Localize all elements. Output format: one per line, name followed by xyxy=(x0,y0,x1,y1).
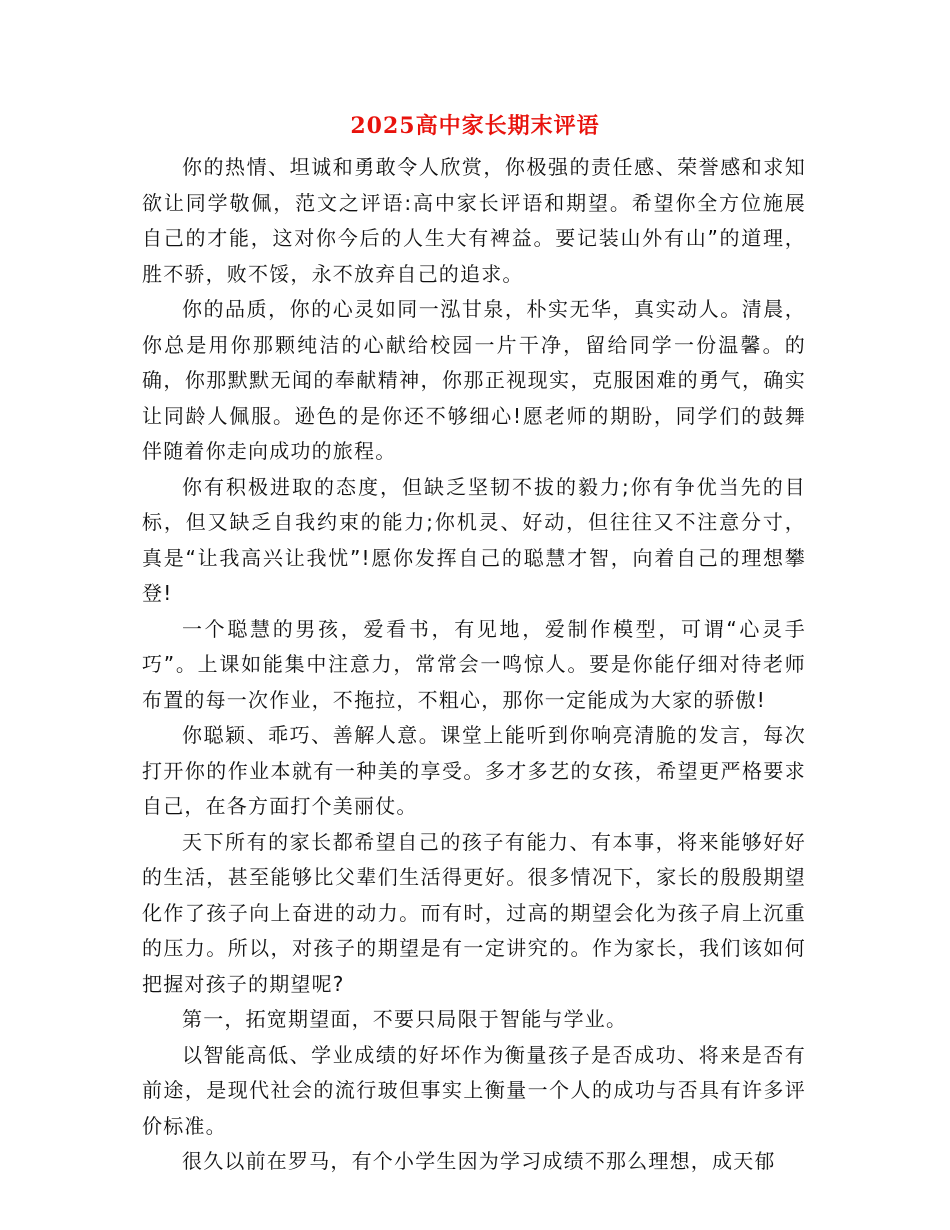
document-title: 2025高中家长期末评语 xyxy=(350,113,600,139)
paragraph: 一个聪慧的男孩，爱看书，有见地，爱制作模型，可谓“心灵手巧”。上课如能集中注意力，常常会一鸣惊人。要是你能仔细对待老师布置的每一次作业，不拖拉，不粗心，那你一定能成为大家的骄傲! xyxy=(142,616,806,712)
paragraph: 以智能高低、学业成绩的好坏作为衡量孩子是否成功、将来是否有前途，是现代社会的流行玻但事实上衡量一个人的成功与否具有许多评价标准。 xyxy=(142,1042,806,1138)
paragraph: 第一，拓宽期望面，不要只局限于智能与学业。 xyxy=(182,1007,628,1031)
paragraph: 你的品质，你的心灵如同一泓甘泉，朴实无华，真实动人。清晨，你总是用你那颗纯洁的心献给校园一片干净，留给同学一份温馨。的确，你那默默无闻的奉献精神，你那正视现实，克服困难的勇气，确实让同龄人佩服。逊色的是你还不够细心!愿老师的期盼，同学们的鼓舞伴随着你走向成功的旅程。 xyxy=(142,297,806,463)
paragraph: 你聪颖、乖巧、善解人意。课堂上能听到你响亮清脆的发言，每次打开你的作业本就有一种美的享受。多才多艺的女孩，希望更严格要求自己，在各方面打个美丽仗。 xyxy=(142,723,806,818)
paragraph: 天下所有的家长都希望自己的孩子有能力、有本事，将来能够好好的生活，甚至能够比父辈们生活得更好。很多情况下，家长的殷殷期望化作了孩子向上奋进的动力。而有时，过高的期望会化为孩子肩上沉重的压力。所以，对孩子的期望是有一定讲究的。作为家长，我们该如何把握对孩子的期望呢? xyxy=(142,829,806,996)
document-body xyxy=(142,150,806,1180)
paragraph: 你的热情、坦诚和勇敢令人欣赏，你极强的责任感、荣誉感和求知欲让同学敬佩，范文之评语:高中家长评语和期望。希望你全方位施展自己的才能，这对你今后的人生大有裨益。要记装山外有山”的道理，胜不骄，败不馁，永不放弃自己的追求。 xyxy=(142,155,806,286)
paragraph: 你有积极进取的态度，但缺乏坚韧不拔的毅力;你有争优当先的目标，但又缺乏自我约束的能力;你机灵、好动，但往往又不注意分寸，真是“让我高兴让我忧”!愿你发挥自己的聪慧才智，向着自己的理想攀登! xyxy=(142,474,806,605)
paragraph: 很久以前在罗马，有个小学生因为学习成绩不那么理想，成天郁 xyxy=(182,1149,776,1173)
